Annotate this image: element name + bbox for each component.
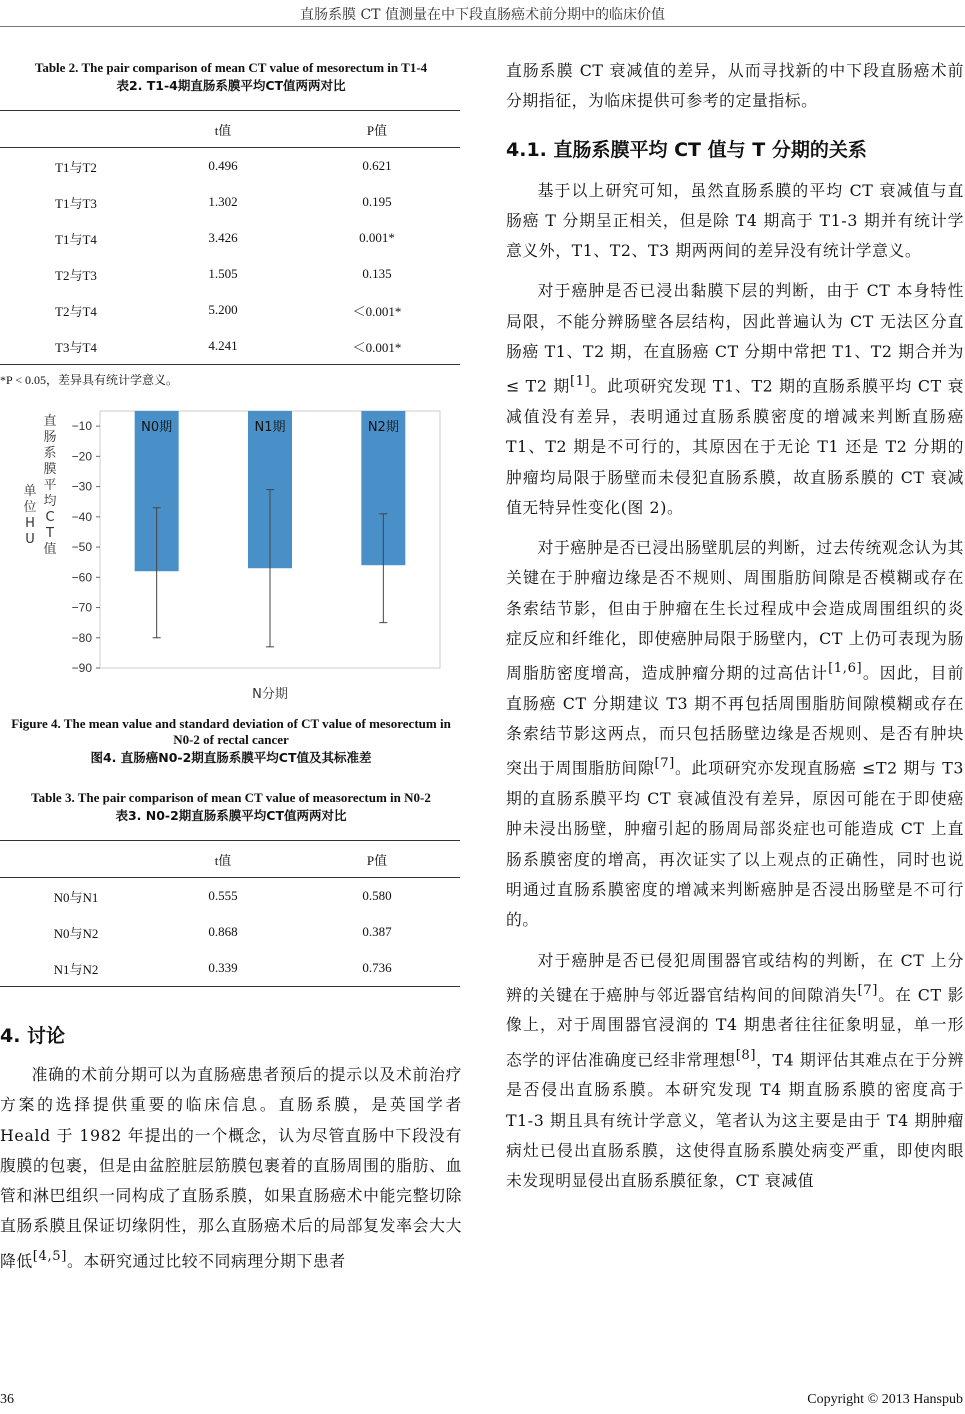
table-row — [0, 950, 460, 987]
subsection-heading: 4.1. 直肠系膜平均 CT 值与 T 分期的关系 — [506, 138, 867, 161]
table2-header-row — [0, 111, 460, 148]
right-column — [506, 50, 964, 1196]
table-cell: N0与N2 — [53, 925, 99, 941]
citation: [4,5] — [32, 1248, 67, 1264]
table-row — [0, 914, 460, 950]
paragraph — [506, 276, 964, 523]
y-tick-label: −30 — [71, 479, 92, 494]
section-heading: 4. 讨论 — [0, 1025, 66, 1047]
table2-caption-en: Table 2. The pair comparison of mean CT value of mesorectum in T1-4 — [34, 60, 428, 75]
header-rule — [0, 26, 965, 27]
running-head: 直肠系膜 CT 值测量在中下段直肠癌术前分期中的临床价值 — [300, 7, 665, 23]
citation: [1,6] — [828, 661, 863, 677]
table-cell: 5.200 — [208, 302, 238, 317]
figure4-chart — [0, 406, 462, 706]
y-tick-label: −60 — [71, 570, 92, 585]
table3-header-cell: t值 — [152, 841, 294, 878]
paragraph-text: 对于癌肿是否已浸出肠壁肌层的判断，过去传统观念认为其关键在于肿瘤边缘是否不规则、周围脂肪间隙是否模糊或存在条索结节影，但由于肿瘤在生长过程成中会造成周围组织的炎症反应和纤维化，即使癌肿局限于肠壁内，CT 上仍可表现为肠周脂肪密度增高，造成肿瘤分期的过高估计 — [506, 538, 964, 683]
paragraph: 直肠系膜 CT 衰减值的差异，从而寻找新的中下段直肠癌术前分期指征，为临床提供可参考的定量指标。 — [506, 61, 964, 111]
paragraph-text: 对于癌肿是否已浸出黏膜下层的判断，由于 CT 本身特性局限，不能分辨肠壁各层结构，因此普遍认为 CT 无法区分直肠癌 T1、T2 期，在直肠癌 CT 分期中常把 T1、T2 期合并为 ≤ T2 期 — [506, 281, 964, 396]
y-tick-label: −50 — [71, 540, 92, 555]
y-tick-label: −90 — [71, 661, 92, 675]
chart-ylabel-char: T — [46, 526, 54, 541]
chart-ylabel-char: 均 — [43, 494, 57, 509]
table-cell: 0.868 — [208, 924, 238, 939]
table-cell: 0.339 — [152, 950, 294, 987]
table-cell: 0.001* — [359, 230, 395, 245]
table3-header-row — [0, 841, 460, 878]
table2 — [0, 110, 460, 365]
table-cell: N1与N2 — [0, 950, 152, 987]
paragraph-text: 准确的术前分期可以为直肠癌患者预后的提示以及术前治疗方案的选择提供重要的临床信息。直肠系膜，是英国学者 Heald 于 1982 年提出的一个概念，认为尽管直肠中下段没有腹膜的包裹，但是由盆腔脏层筋膜包裹着的直肠周围的脂肪、血管和淋巴组织一同构成了直肠系膜，如果直肠癌术中能完整切除直肠系膜且保证切缘阴性，那么直肠癌术后的局部复发率会大大降低 — [0, 1065, 462, 1271]
chart-ylabel-char: 平 — [43, 478, 57, 493]
copyright: Copyright © 2013 Hanspub — [807, 1392, 963, 1407]
table-cell: 1.505 — [208, 266, 238, 281]
table2-note: *P < 0.05，差异具有统计学意义。 — [0, 373, 178, 387]
chart-svg — [0, 406, 462, 706]
paragraph-text: 对于癌肿是否已侵犯周围器官或结构的判断，在 CT 上分辨的关键在于癌肿与邻近器官结构间的间隙消失 — [506, 950, 964, 1005]
table-cell: 0.555 — [208, 888, 238, 903]
table-cell: T2与T3 — [55, 267, 97, 283]
table2-header-cell: P值 — [294, 111, 460, 148]
chart-ylabel-char: 膜 — [43, 462, 57, 477]
table-cell: N0与N1 — [53, 889, 99, 905]
chart-ylabel-col2 — [22, 484, 38, 548]
chart-ylabel-col1 — [42, 414, 58, 558]
paragraph-text: 。此项研究发现 T1、T2 期的直肠系膜平均 CT 衰减值没有差异，表明通过直肠系膜密度的增减来判断直肠癌 T1、T2 期是不可行的，其原因在于无论 T1 还是 T2 分期的肿瘤均局限于肠壁而未侵犯直肠系膜，故直肠系膜的 CT 衰减值无特异性变化(图 2)。 — [506, 376, 964, 517]
citation: [7] — [654, 756, 675, 772]
table-row — [0, 184, 460, 220]
table-cell: 1.302 — [208, 194, 238, 209]
table-cell: 0.387 — [362, 924, 392, 939]
table3-caption-zh: 表3. N0-2期直肠系膜平均CT值两两对比 — [115, 808, 347, 823]
table-cell: T1与T3 — [55, 195, 97, 211]
chart-xlabel: N分期 — [252, 687, 288, 702]
table-cell: 4.241 — [152, 328, 294, 365]
chart-ylabel-char: 直 — [43, 414, 57, 429]
table3 — [0, 840, 460, 987]
table-row — [0, 292, 460, 328]
table-row — [0, 328, 460, 365]
table-cell: 3.426 — [208, 230, 238, 245]
paragraph-text: 。因此，目前直肠癌 CT 分期建议 T3 期不再包括周围脂肪间隙模糊或存在条索结节影这两点，而只包括肠壁边缘是否规则、是否有肿块突出于周围脂肪间隙 — [506, 663, 964, 778]
paragraph-text: 。此项研究亦发现直肠癌 ≤T2 期与 T3 期的直肠系膜平均 CT 衰减值没有差异，原因可能在于即使癌肿未浸出肠壁，肿瘤引起的肠周局部炎症也可能造成 CT 上直肠系膜密度的增高，再次证实了以上观点的正确性，同时也说明通过直肠系膜密度的增减来判断癌肿是否浸出肠壁是不可行的。 — [506, 758, 965, 930]
table3-caption-en: Table 3. The pair comparison of mean CT value of measorectum in N0-2 — [31, 790, 431, 805]
figure4-caption-en: Figure 4. The mean value and standard deviation of CT value of mesorectum in N0-2 of rectal cancer — [11, 716, 451, 747]
citation: [8] — [735, 1047, 757, 1063]
chart-ylabel-char: 肠 — [43, 430, 57, 445]
y-tick-label: −20 — [71, 449, 92, 464]
left-column — [0, 50, 462, 1276]
table-cell: 0.135 — [362, 266, 392, 281]
table-cell: T1与T2 — [55, 159, 97, 175]
paragraph-text: ，T4 期评估其难点在于分辨是否侵出直肠系膜。本研究发现 T4 期直肠系膜的密度高于 T1-3 期且具有统计学意义，笔者认为这主要是由于 T4 期肿瘤病灶已侵出直肠系膜，这使得直肠系膜处病变严重，即使肉眼未发现明显侵出直肠系膜征象，CT 衰减值 — [506, 1049, 965, 1191]
table-cell: ＜0.001* — [352, 303, 402, 319]
table-cell: T2与T4 — [55, 303, 97, 319]
y-tick-label: −80 — [71, 630, 92, 645]
table3-header-cell — [0, 841, 152, 878]
table-cell: 0.621 — [362, 158, 392, 173]
chart-ylabel-char: U — [25, 532, 35, 547]
bar-label: N2期 — [367, 420, 399, 435]
y-tick-label: −10 — [71, 419, 92, 434]
table-cell: T3与T4 — [0, 328, 152, 365]
paragraph-text: 。在 CT 影像上，对于周围器官浸润的 T4 期患者往往征象明显，单一形态学的评估准确度已经非常理想 — [506, 985, 964, 1069]
paragraph — [0, 1060, 462, 1276]
table-row — [0, 256, 460, 292]
table-row — [0, 220, 460, 256]
chart-ylabel-char: C — [45, 510, 55, 525]
bar-label: N1期 — [254, 420, 286, 435]
table-row — [0, 878, 460, 915]
figure4-caption-zh: 图4. 直肠癌N0-2期直肠系膜平均CT值及其标准差 — [90, 750, 372, 765]
citation: [1] — [569, 374, 591, 390]
citation: [7] — [857, 982, 879, 998]
chart-ylabel-char: H — [25, 516, 35, 531]
table-cell: 0.496 — [208, 158, 238, 173]
chart-ylabel-char: 系 — [43, 446, 57, 461]
table-cell: 0.580 — [362, 888, 392, 903]
paragraph — [506, 533, 964, 935]
table-cell: 0.736 — [294, 950, 460, 987]
paragraph-text: 。本研究通过比较不同病理分期下患者 — [67, 1251, 346, 1271]
chart-ylabel-char: 位 — [23, 500, 37, 515]
table2-header-cell — [0, 111, 152, 148]
paragraph — [506, 946, 964, 1197]
bar-label: N0期 — [141, 420, 173, 435]
table-row — [0, 148, 460, 185]
chart-ylabel-char: 单 — [23, 484, 37, 499]
table-cell: ＜0.001* — [294, 328, 460, 365]
y-tick-label: −70 — [71, 600, 92, 615]
y-tick-label: −40 — [71, 509, 92, 524]
table2-header-cell: t值 — [152, 111, 294, 148]
chart-ylabel-char: 值 — [43, 542, 57, 557]
page-number: 36 — [0, 1392, 14, 1407]
table-cell: 0.195 — [362, 194, 392, 209]
table-cell: T1与T4 — [55, 231, 97, 247]
table3-header-cell: P值 — [294, 841, 460, 878]
paragraph: 基于以上研究可知，虽然直肠系膜的平均 CT 衰减值与直肠癌 T 分期呈正相关，但是除 T4 期高于 T1-3 期并有统计学意义外，T1、T2、T3 期两两间的差异没有统计学意义。 — [506, 180, 964, 261]
table2-caption-zh: 表2. T1-4期直肠系膜平均CT值两两对比 — [116, 78, 346, 93]
